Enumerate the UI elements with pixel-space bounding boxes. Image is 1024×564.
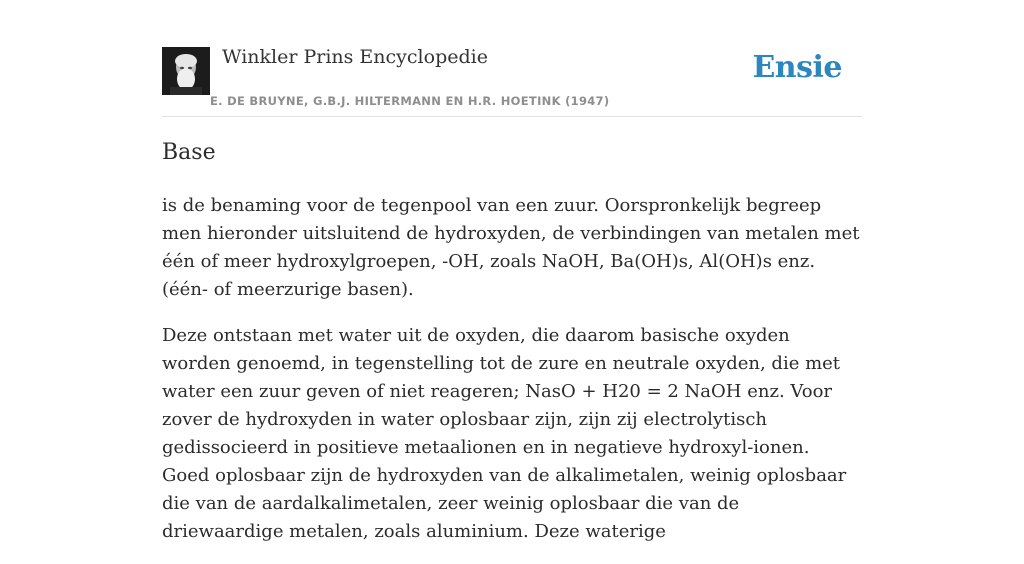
article-paragraph: is de benaming voor de tegenpool van een zuur. Oorspronkelijk begreep men hieronder uitsluitend de hydroxyden, de verbindingen van metalen met één of meer hydroxylgroepen, -OH, zoals NaOH, Ba(OH)s, Al(OH)s enz. (één- of meerzurige basen). — [162, 195, 860, 300]
article-paragraph: Deze ontstaan met water uit de oxyden, die daarom basische oxyden worden genoemd, in tegenstelling tot de zure en neutrale oxyden, die met water een zuur geven of niet reageren; NasO + H20 = 2 NaOH enz. Voor zover de hydroxyden in water oplosbaar zijn, zijn zij electrolytisch gedissocieerd in positieve metaalionen en in negatieve hydroxyl-ionen. Goed oplosbaar zijn de hydroxyden van de alkalimetalen, weinig oplosbaar die van de aardalkalimetalen, zeer weinig oplosbaar die van de driewaardige metalen, zoals aluminium. Deze waterige — [162, 325, 847, 542]
article-title: Base — [162, 140, 216, 165]
publication-title[interactable]: Winkler Prins Encyclopedie — [222, 46, 488, 68]
publication-header — [162, 0, 862, 117]
portrait-image — [162, 47, 210, 95]
publication-authors: E. DE BRUYNE, G.B.J. HILTERMANN EN H.R. HOETINK (1947) — [210, 94, 610, 108]
author-avatar[interactable] — [162, 47, 210, 95]
brand-logo-link[interactable]: Ensie — [752, 50, 842, 85]
article-body — [162, 192, 862, 564]
page — [162, 0, 862, 542]
